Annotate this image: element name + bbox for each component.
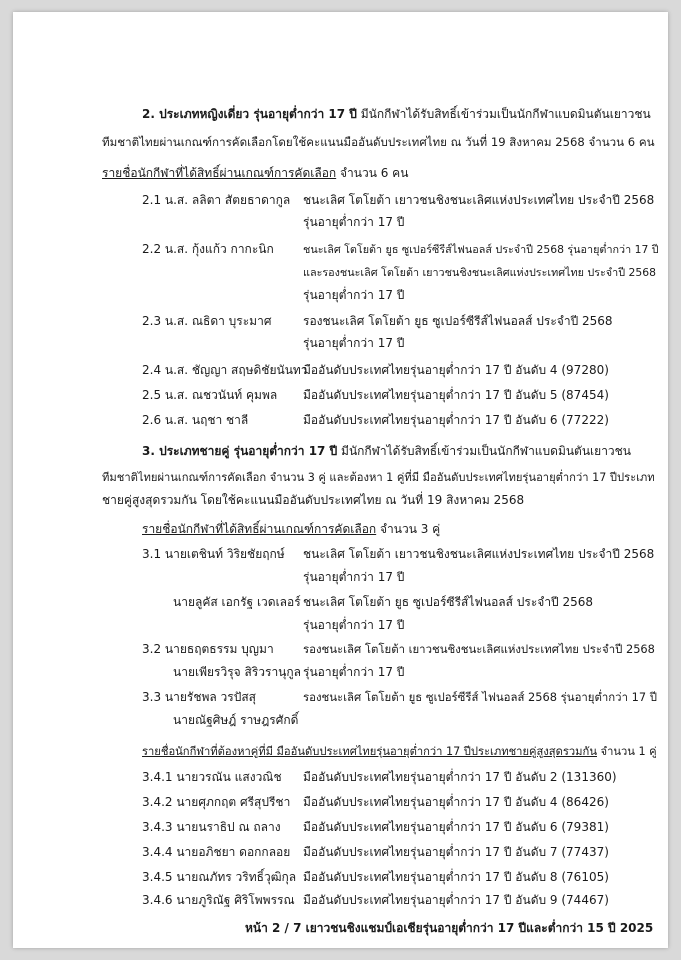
pair-desc: รุ่นอายุต่ำกว่า 17 ปี	[303, 665, 405, 679]
section2-heading-line2: ทีมชาติไทยผ่านเกณฑ์การคัดเลือกโดยใช้คะแนนมืออันดับประเทศไทย ณ วันที่ 19 สิงหาคม 2568 จำนวน 6 คน	[102, 135, 655, 149]
candidate-name: 3.4.4 นายอภิชยา ดอกกลอย	[142, 845, 291, 859]
candidate-name: 3.4.5 นายณภัทร วริทธิ์วุฒิกุล	[142, 870, 297, 884]
candidate-desc: มืออันดับประเทศไทยรุ่นอายุต่ำกว่า 17 ปี อันดับ 2 (131360)	[303, 770, 617, 784]
section2-list-title-text: รายชื่อนักกีฬาที่ได้สิทธิ์ผ่านเกณฑ์การคัดเลือก	[102, 166, 337, 180]
pair-player-name: 3.2 นายธฤตธรรม บุญมา	[142, 642, 274, 656]
player-name: 2.2 น.ส. กุ้งแก้ว กากะนิก	[142, 242, 274, 256]
player-desc: และรองชนะเลิศ โตโยต้า เยาวชนชิงชนะเลิศแห่งประเทศไทย ประจำปี 2568	[303, 266, 656, 279]
section2-list-title	[102, 163, 408, 184]
candidate-desc: มืออันดับประเทศไทยรุ่นอายุต่ำกว่า 17 ปี อันดับ 6 (79381)	[303, 820, 609, 834]
player-name: 2.5 น.ส. ณชวนันท์ คุมพล	[142, 388, 278, 402]
section3-heading	[142, 441, 631, 462]
pair-desc: รองชนะเลิศ โตโยต้า เยาวชนชิงชนะเลิศแห่งประเทศไทย ประจำปี 2568	[303, 642, 655, 656]
player-desc: ชนะเลิศ โตโยต้า ยูธ ซูเปอร์ซีรีส์ไฟนอลส์ ประจำปี 2568 รุ่นอายุต่ำกว่า 17 ปี	[303, 243, 659, 256]
player-desc: รุ่นอายุต่ำกว่า 17 ปี	[303, 336, 405, 350]
section3-list-title-text: รายชื่อนักกีฬาที่ได้สิทธิ์ผ่านเกณฑ์การคัดเลือก	[142, 522, 377, 536]
candidates-title	[142, 741, 657, 762]
player-name: 2.1 น.ส. ลลิตา สัตยธาดากูล	[142, 193, 291, 207]
pair-player-name: นายณัฐศิษฎ์ ราษฎรศักดิ์	[173, 713, 299, 727]
candidate-desc: มืออันดับประเทศไทยรุ่นอายุต่ำกว่า 17 ปี อันดับ 9 (74467)	[303, 893, 609, 907]
candidate-desc: มืออันดับประเทศไทยรุ่นอายุต่ำกว่า 17 ปี อันดับ 4 (86426)	[303, 795, 609, 809]
page-content	[13, 12, 668, 948]
candidate-name: 3.4.6 นายภูริณัฐ ศิริโพพรรณ	[142, 893, 295, 907]
pair-desc: ชนะเลิศ โตโยต้า ยูธ ซูเปอร์ซีรีส์ไฟนอลส์ ประจำปี 2568	[303, 595, 594, 609]
player-desc: มืออันดับประเทศไทยรุ่นอายุต่ำกว่า 17 ปี อันดับ 4 (97280)	[303, 363, 609, 377]
candidates-count: จำนวน 1 คู่	[596, 745, 657, 758]
player-name: 2.3 น.ส. ณธิดา บุระมาศ	[142, 314, 272, 328]
player-desc: รุ่นอายุต่ำกว่า 17 ปี	[303, 288, 405, 302]
section2-heading-rest: มีนักกีฬาได้รับสิทธิ์เข้าร่วมเป็นนักกีฬาแบดมินตันเยาวชน	[356, 107, 651, 121]
pair-desc: ชนะเลิศ โตโยต้า เยาวชนชิงชนะเลิศแห่งประเทศไทย ประจำปี 2568	[303, 547, 655, 561]
player-desc: รุ่นอายุต่ำกว่า 17 ปี	[303, 215, 405, 229]
candidate-name: 3.4.2 นายศุภกฤต ศรีสุปรีชา	[142, 795, 291, 809]
section3-list-count: จำนวน 3 คู่	[376, 522, 441, 536]
player-desc: มืออันดับประเทศไทยรุ่นอายุต่ำกว่า 17 ปี อันดับ 5 (87454)	[303, 388, 609, 402]
section2-heading-bold: 2. ประเภทหญิงเดี่ยว รุ่นอายุต่ำกว่า 17 ปี	[142, 107, 357, 121]
section2-list-count: จำนวน 6 คน	[336, 166, 409, 180]
candidate-desc: มืออันดับประเทศไทยรุ่นอายุต่ำกว่า 17 ปี อันดับ 8 (76105)	[303, 870, 609, 884]
pair-desc: รองชนะเลิศ โตโยต้า ยูธ ซูเปอร์ซีรีส์ ไฟนอลส์ 2568 รุ่นอายุต่ำกว่า 17 ปี	[303, 690, 657, 704]
pair-player-name: 3.3 นายรัชพล วรปัสสุ	[142, 690, 256, 704]
candidate-desc: มืออันดับประเทศไทยรุ่นอายุต่ำกว่า 17 ปี อันดับ 7 (77437)	[303, 845, 609, 859]
player-desc: ชนะเลิศ โตโยต้า เยาวชนชิงชนะเลิศแห่งประเทศไทย ประจำปี 2568	[303, 193, 655, 207]
player-desc: มืออันดับประเทศไทยรุ่นอายุต่ำกว่า 17 ปี อันดับ 6 (77222)	[303, 413, 609, 427]
section3-heading-line3: ชายคู่สูงสุดรวมกัน โดยใช้คะแนนมืออันดับประเทศไทย ณ วันที่ 19 สิงหาคม 2568	[102, 493, 525, 507]
player-name: 2.4 น.ส. ชัญญา สฤษดิชัยนันทา	[142, 363, 308, 377]
pair-player-name: นายลูคัส เอกรัฐ เวดเลอร์	[173, 595, 301, 609]
player-desc: รองชนะเลิศ โตโยต้า ยูธ ซูเปอร์ซีรีส์ไฟนอลส์ ประจำปี 2568	[303, 314, 613, 328]
page-footer: หน้า 2 / 7 เยาวชนชิงแชมป์เอเชียรุ่นอายุต่ำกว่า 17 ปีและต่ำกว่า 15 ปี 2025	[245, 921, 654, 935]
pair-player-name: 3.1 นายเตชินท์ วิริยชัยฤกษ์	[142, 547, 285, 561]
section3-list-title	[142, 519, 440, 540]
player-name: 2.6 น.ส. นฤชา ชาลี	[142, 413, 249, 427]
section3-heading-rest: มีนักกีฬาได้รับสิทธิ์เข้าร่วมเป็นนักกีฬาแบดมินตันเยาวชน	[337, 444, 632, 458]
pair-player-name: นายเพียรวิรุจ สิริวรานุกูล	[173, 665, 302, 679]
candidate-name: 3.4.1 นายวรณัน แสงวณิช	[142, 770, 282, 784]
pair-desc: รุ่นอายุต่ำกว่า 17 ปี	[303, 618, 405, 632]
candidates-title-text: รายชื่อนักกีฬาที่ต้องหาคู่ที่มี มืออันดับประเทศไทยรุ่นอายุต่ำกว่า 17 ปีประเภทชายคู่สูงสุดรวมกัน	[142, 745, 597, 758]
candidate-name: 3.4.3 นายนราธิป ณ ถลาง	[142, 820, 281, 834]
document-page	[13, 12, 668, 948]
section3-heading-bold: 3. ประเภทชายคู่ รุ่นอายุต่ำกว่า 17 ปี	[142, 444, 338, 458]
section3-heading-line2: ทีมชาติไทยผ่านเกณฑ์การคัดเลือก จำนวน 3 คู่ และต้องหา 1 คู่ที่มี มืออันดับประเทศไทยรุ่นอายุต่ำกว่า 17 ปีประเภท	[102, 471, 655, 484]
section2-heading	[142, 104, 651, 125]
pair-desc: รุ่นอายุต่ำกว่า 17 ปี	[303, 570, 405, 584]
